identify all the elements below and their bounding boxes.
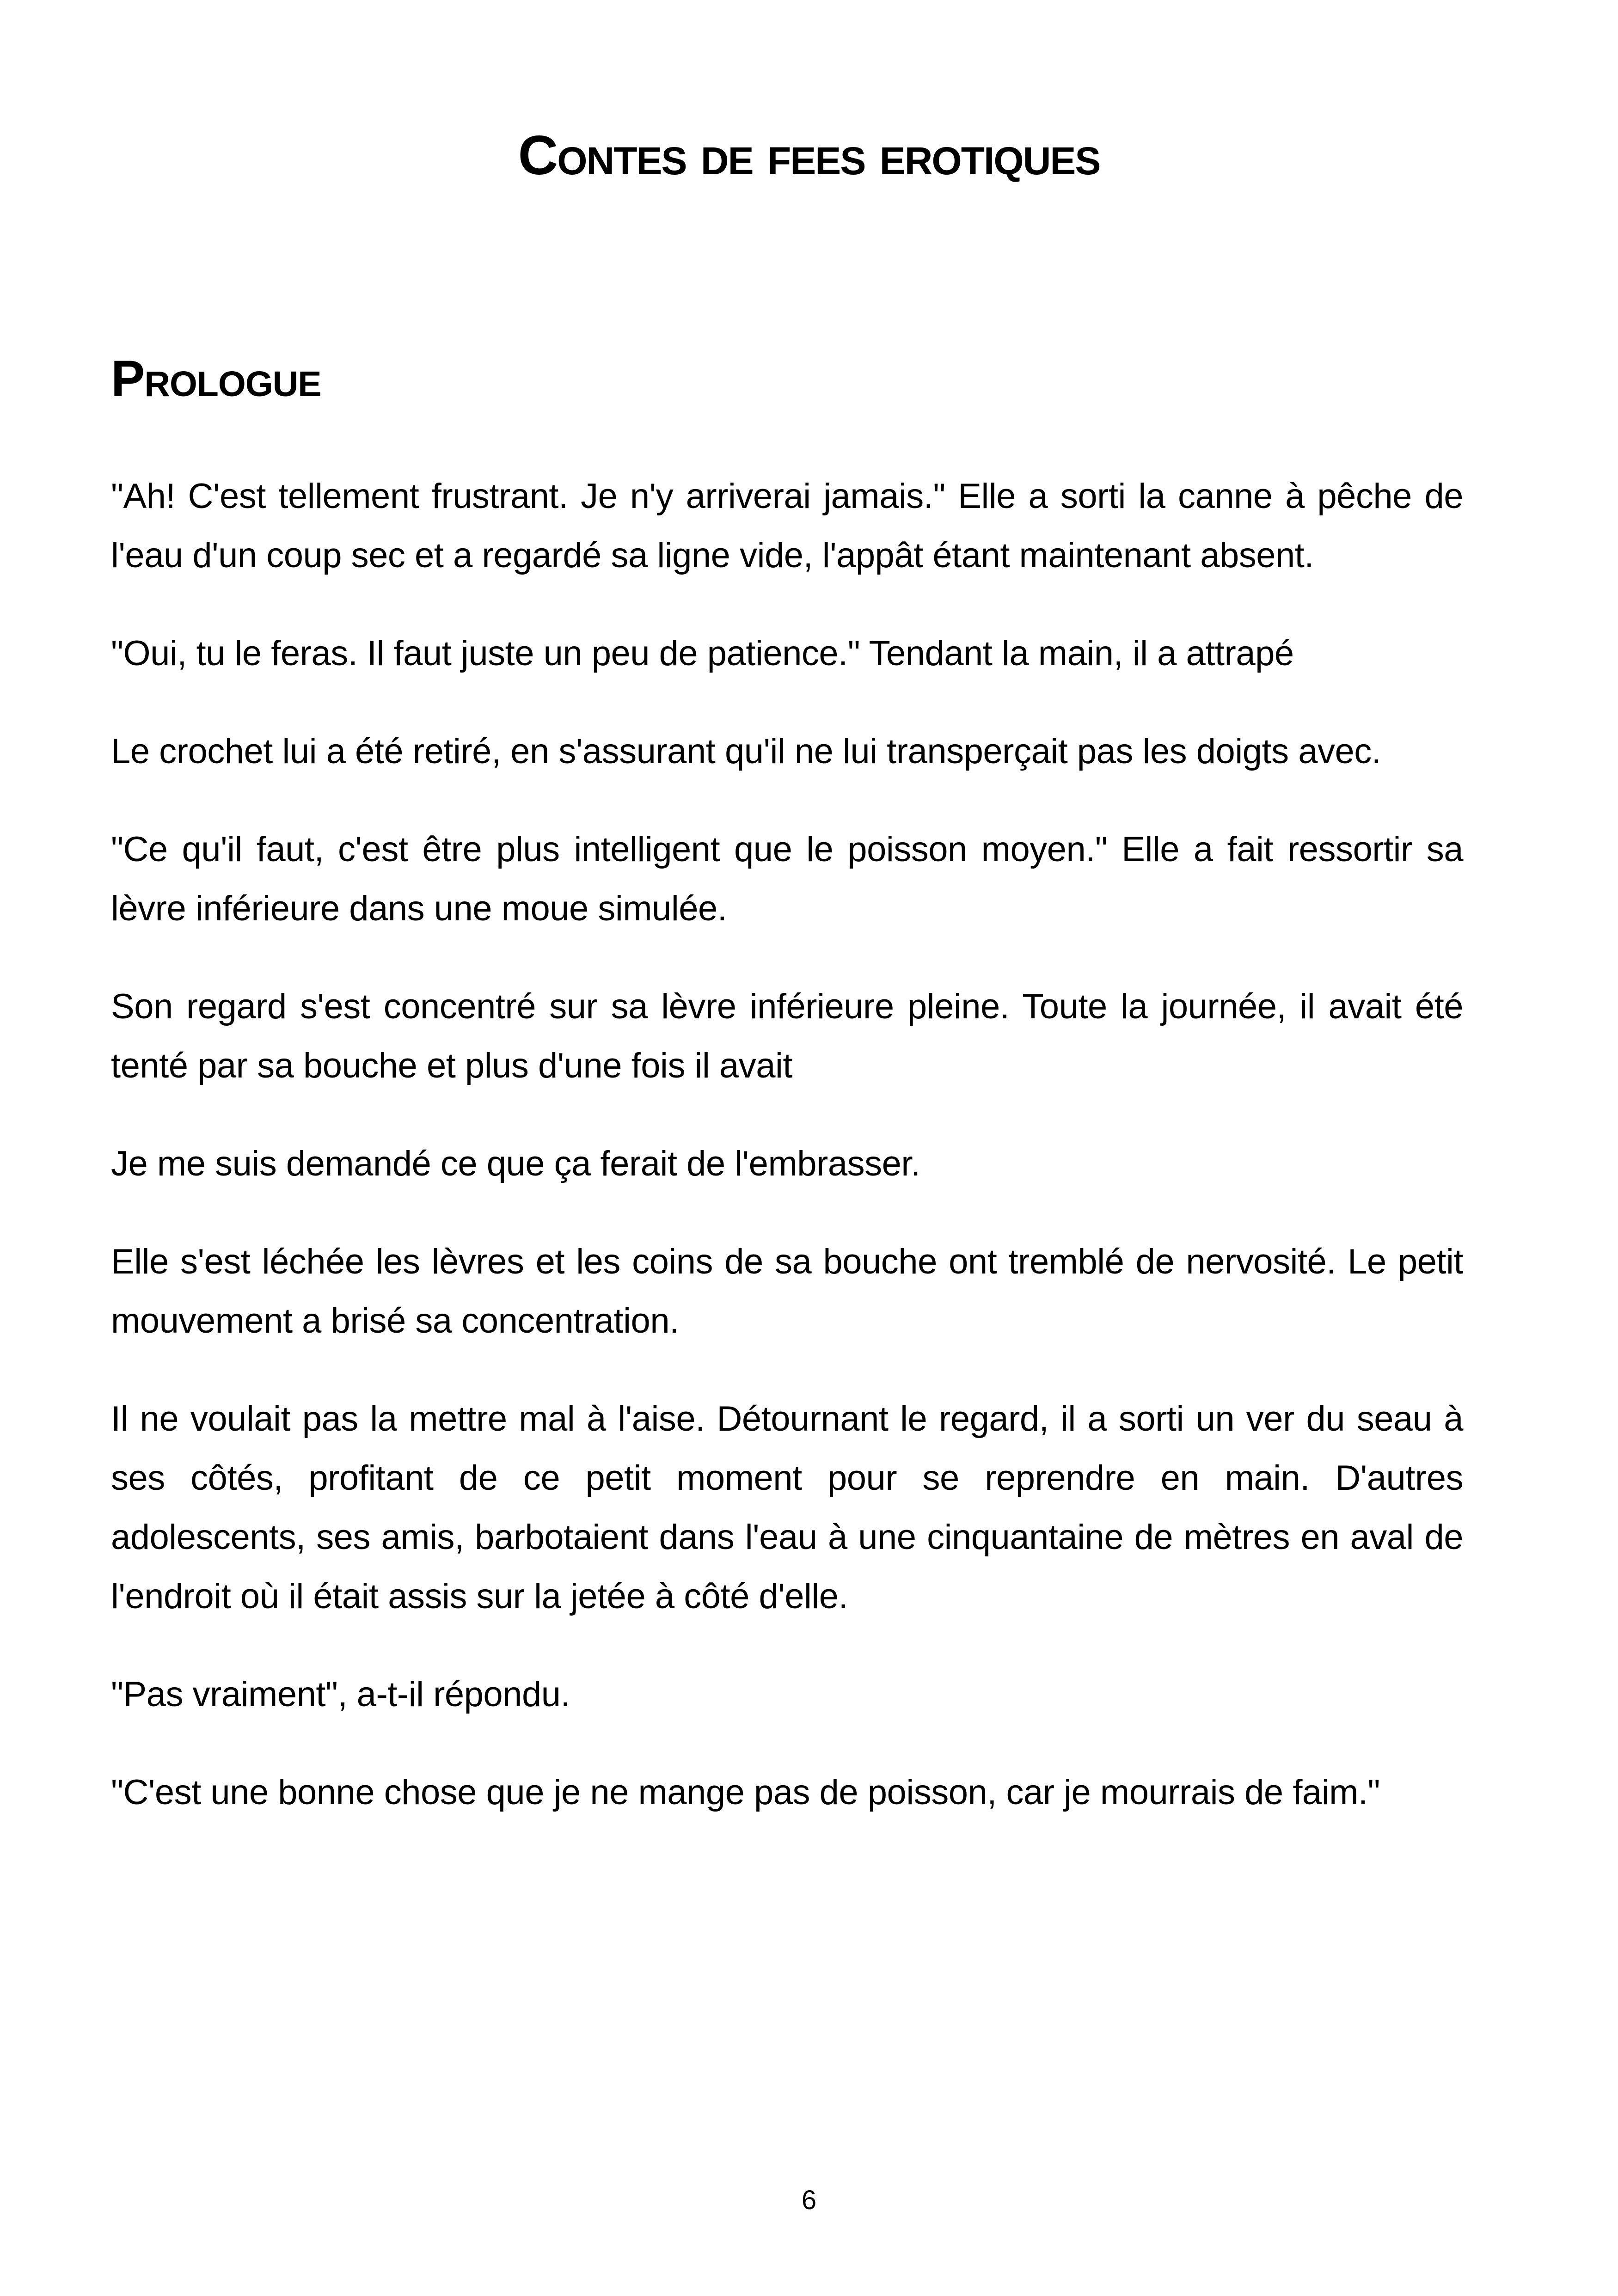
page-number: 6 xyxy=(801,2185,817,2215)
body-text xyxy=(111,467,1463,1861)
paragraph: Son regard s'est concentré sur sa lèvre inférieure pleine. Toute la journée, il avait été tenté par sa bouche et plus d'une fois il avait xyxy=(111,987,1463,1085)
paragraph: Il ne voulait pas la mettre mal à l'aise. Détournant le regard, il a sorti un ver du seau à ses côtés, profitant de ce petit moment pour se reprendre en main. D'autres adolescents, ses amis, barbotaient dans l'eau à une cinquantaine de mètres en aval de l'endroit où il était assis sur la jetée à côté d'elle. xyxy=(111,1399,1463,1616)
paragraph: "Ce qu'il faut, c'est être plus intelligent que le poisson moyen." Elle a fait ressortir sa lèvre inférieure dans une moue simulée. xyxy=(111,830,1463,928)
paragraph: "Ah! C'est tellement frustrant. Je n'y arriverai jamais." Elle a sorti la canne à pêche de l'eau d'un coup sec et a regardé sa ligne vide, l'appât étant maintenant absent. xyxy=(111,477,1463,575)
paragraph: "Oui, tu le feras. Il faut juste un peu de patience." Tendant la main, il a attrapé xyxy=(111,634,1294,673)
paragraph: "C'est une bonne chose que je ne mange pas de poisson, car je mourrais de faim." xyxy=(111,1773,1380,1812)
paragraph: Je me suis demandé ce que ça ferait de l'embrasser. xyxy=(111,1144,920,1183)
paragraph: "Pas vraiment", a-t-il répondu. xyxy=(111,1675,570,1714)
paragraph: Le crochet lui a été retiré, en s'assurant qu'il ne lui transperçait pas les doigts avec. xyxy=(111,732,1381,771)
chapter-title: Prologue xyxy=(111,350,321,407)
book-title: Contes de fees erotiques xyxy=(518,124,1100,186)
paragraph: Elle s'est léchée les lèvres et les coins de sa bouche ont tremblé de nervosité. Le petit mouvement a brisé sa concentration. xyxy=(111,1242,1463,1341)
